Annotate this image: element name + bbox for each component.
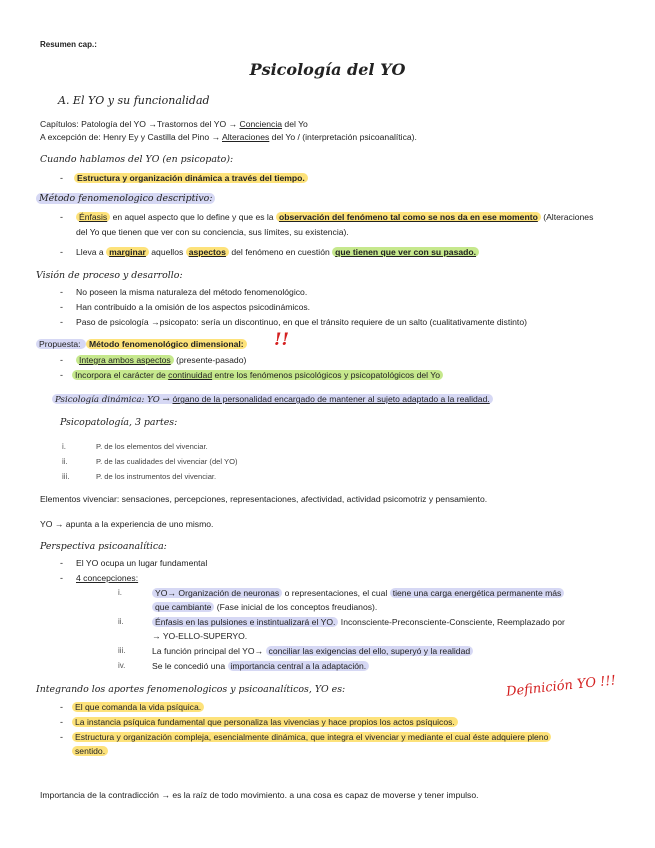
- chapters-line: Capítulos: Patología del YO →Trastornos del YO → Conciencia del Yo: [40, 119, 308, 129]
- vision-item-1: No poseen la misma naturaleza del método fenomenológico.: [76, 287, 308, 297]
- section-heading-a: A. El YO y su funcionalidad: [58, 94, 210, 107]
- bullet-dash: -: [60, 173, 63, 183]
- proposal-item-1: Integra ambos aspectos (presente-pasado): [76, 354, 246, 366]
- bullet-dash: -: [60, 717, 63, 727]
- contradiction-line: Importancia de la contradicción → es la raíz de todo movimiento. a una cosa es capaz de moverse y tener impulso.: [40, 790, 479, 800]
- bullet-dash: -: [60, 370, 63, 380]
- roman-numeral: ii.: [118, 617, 124, 626]
- integration-item-2: La instancia psíquica fundamental que personaliza las vivencias y hace propios los actos psíquicos.: [72, 716, 458, 728]
- conception-2-cont: → YO-ELLO-SUPERYO.: [152, 631, 248, 641]
- elements-line: Elementos vivenciar: sensaciones, percepciones, representaciones, afectividad, actividad psicomotriz y pensamiento.: [40, 494, 488, 504]
- vision-item-3: Paso de psicología →psicopato: sería un discontinuo, en que el tránsito requiere de un salto (cualitativamente distinto): [76, 317, 527, 327]
- method-item-2: Lleva a marginar aquellos aspectos del fenómeno en cuestión que tienen que ver con su pasado.: [76, 246, 479, 258]
- integration-heading: Integrando los aportes fenomenologicos y psicoanalíticos, YO es:: [36, 684, 346, 695]
- bullet-dash: -: [60, 212, 63, 222]
- roman-numeral: iii.: [118, 646, 126, 655]
- psicopato-3-heading: Psicopatología, 3 partes:: [60, 417, 178, 428]
- roman-numeral: i.: [118, 588, 122, 597]
- roman-numeral: iv.: [118, 661, 126, 670]
- roman-numeral: i.: [62, 442, 66, 451]
- bullet-dash: -: [60, 302, 63, 312]
- bullet-dash: -: [60, 317, 63, 327]
- vision-heading: Visión de proceso y desarrollo:: [36, 270, 183, 281]
- psycho-item-1: El YO ocupa un lugar fundamental: [76, 558, 208, 568]
- integration-item-3: Estructura y organización compleja, esencialmente dinámica, que integra el vivenciar y mediante el cual éste adquiere pleno: [72, 731, 551, 743]
- method-heading: Método fenomenologico descriptivo:: [36, 193, 215, 205]
- bullet-dash: -: [60, 702, 63, 712]
- dynamic-psychology: Psicología dinámica: YO → órgano de la personalidad encargado de mantener al sujeto adaptado a la realidad.: [52, 393, 493, 406]
- bullet-dash: -: [60, 732, 63, 742]
- conception-1: YO→ Organización de neuronas o representaciones, el cual tiene una carga energética permanente más: [152, 587, 564, 599]
- yo-points-line: YO → apunta a la experiencia de uno mismo.: [40, 519, 214, 529]
- bullet-dash: -: [60, 247, 63, 257]
- proposal-item-2: Incorpora el carácter de continuidad entre los fenómenos psicológicos y psicopatológicos del Yo: [72, 369, 443, 381]
- psychoanalytic-heading: Perspectiva psicoanalítica:: [40, 541, 167, 552]
- roman-numeral: ii.: [62, 457, 68, 466]
- vision-item-2: Han contribuido a la omisión de los aspectos psicodinámicos.: [76, 302, 311, 312]
- bullet-dash: -: [60, 355, 63, 365]
- structure-highlight: Estructura y organización dinámica a través del tiempo.: [74, 172, 308, 184]
- psycho-item-2: 4 concepciones:: [76, 573, 139, 583]
- bullet-dash: -: [60, 573, 63, 583]
- part-item-2: P. de las cualidades del vivenciar (del YO): [96, 457, 238, 466]
- method-item-1-cont: del Yo que tienen que ver con su conciencia, sus límites, su existencia).: [76, 227, 349, 237]
- definition-note: Definición YO !!!: [505, 673, 617, 700]
- subheading-psicopato: Cuando hablamos del YO (en psicopato):: [40, 154, 234, 165]
- conception-4: Se le concedió una importancia central a la adaptación.: [152, 660, 369, 672]
- part-item-1: P. de los elementos del vivenciar.: [96, 442, 208, 451]
- integration-item-1: El que comanda la vida psíquica.: [72, 701, 204, 713]
- conception-3: La función principal del YO→ conciliar las exigencias del ello, superyó y la realidad: [152, 645, 473, 657]
- method-item-1: Énfasis en aquel aspecto que lo define y que es la observación del fenómeno tal como se nos da en ese momento (Alteraciones: [76, 211, 593, 223]
- conception-2: Énfasis en las pulsiones e instintualizará el YO. Inconsciente-Preconsciente-Consciente, Reemplazado por: [152, 616, 565, 628]
- bullet-dash: -: [60, 558, 63, 568]
- part-item-3: P. de los instrumentos del vivenciar.: [96, 472, 217, 481]
- conception-1-cont: que cambiante (Fase inicial de los conceptos freudianos).: [152, 601, 377, 613]
- proposal-line: Propuesta: Método fenomenológico dimensional:: [36, 338, 247, 350]
- bullet-dash: -: [60, 287, 63, 297]
- integration-item-3-cont: sentido.: [72, 745, 108, 757]
- emphasis-mark: !!: [274, 330, 289, 350]
- roman-numeral: iii.: [62, 472, 70, 481]
- page-title: Psicología del YO: [249, 60, 406, 79]
- exception-line: A excepción de: Henry Ey y Castilla del Pino → Alteraciones del Yo / (interpretación psicoanalítica).: [40, 132, 417, 142]
- summary-label: Resumen cap.:: [40, 40, 97, 49]
